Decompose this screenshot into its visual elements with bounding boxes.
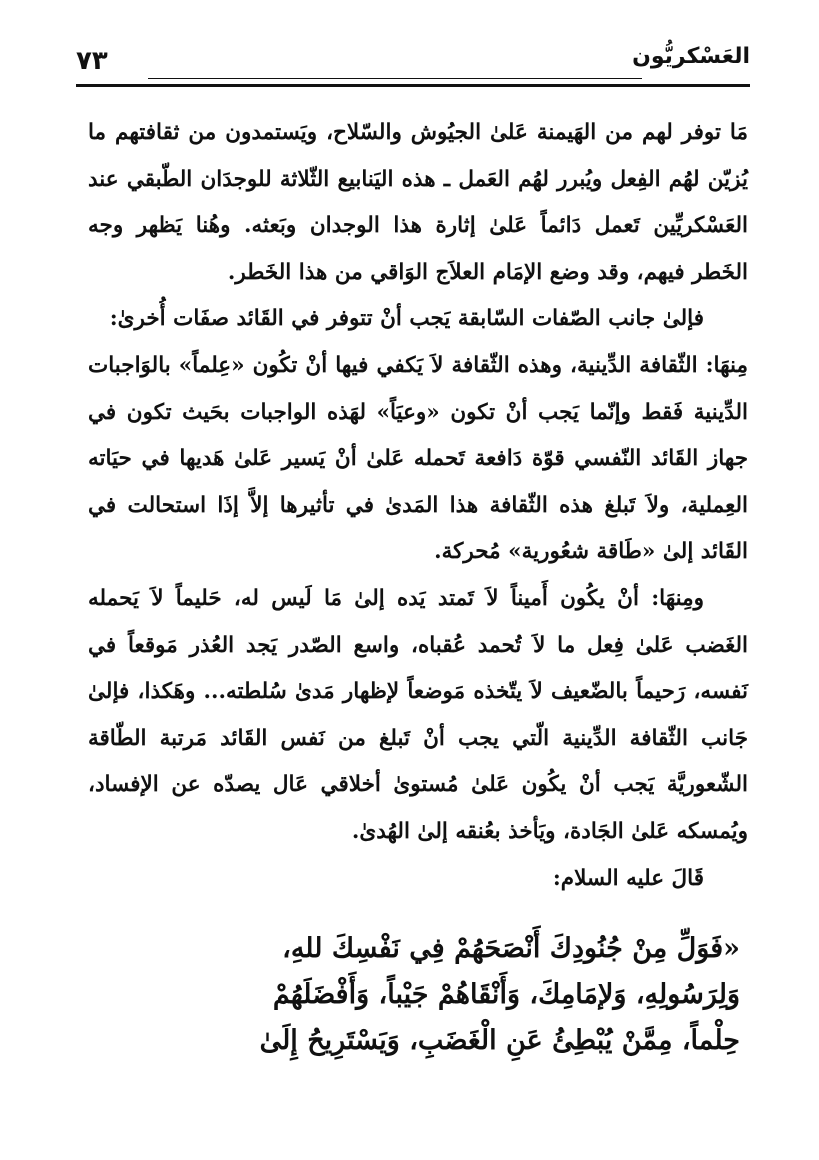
running-title: العَسْكريُّون [632, 44, 750, 69]
body-text [88, 110, 748, 902]
paragraph-3: مِنهَا: الثّقافة الدِّينية، وهذه الثّقافة لاَ يَكفي فيها أنْ تكُون «عِلماً» بالوَاجبات الدِّينية فَقط وإنّما يَجب أنْ تكون «وعيَاً» لهَذه الواجبات بحَيث تكون في جهاز القَائد النّفسي قوّة دَافعة تَحمله عَلىٰ أنْ يَسير عَلىٰ هَديها في حيَاته العِملية، ولاَ تَبلغ هذه الثّقافة هذا المَدىٰ في تأثيرها إلاَّ إذَا استحالت في القَائد إلىٰ «طَاقة شعُورية» مُحركة. [88, 352, 748, 565]
page-number: ٧٣ [76, 46, 108, 76]
header-rule-thin [148, 78, 642, 79]
quote-line-3: حِلْماً، مِمَّنْ يُبْطِئُ عَنِ الْغَضَبِ، وَيَسْتَرِيحُ إِلَىٰ [259, 1025, 740, 1056]
page-header [76, 40, 750, 92]
header-rule-thick [76, 84, 750, 87]
quote-introduction: قَالَ عليه السلام: [552, 865, 704, 891]
paragraph-1: مَا توفر لهم من الهَيمنة عَلىٰ الجيُوش والسّلاح، ويَستمدون من ثقافتهم ما يُزيّن لهُم الفِعل ويُبرر لهُم العَمل ـ هذه اليَنابيع الثّلاثة للوجدَان الطّبقي عند العَسْكريِّين تَعمل دَائماً عَلىٰ إثارة هذا الوجدان وبَعثه. وهُنا يَظهر وجه الخَطر فيهم، وقد وضع الإمَام العلاَج الوَاقي من هذا الخَطر. [88, 120, 748, 285]
quote-line-2: وَلِرَسُولِهِ، وَلإمَامِكَ، وَأَنْقَاهُمْ جَيْباً، وَأَفْضَلَهُمْ [272, 979, 740, 1010]
paragraph-2: فإلىٰ جانب الصّفات السّابقة يَجب أنْ تتوفر في القَائد صفَات أُخرىٰ: [109, 306, 704, 332]
quoted-text-block [150, 926, 740, 1064]
paragraph-4: ومِنهَا: أنْ يكُون أَميناً لاَ تَمتد يَده إلىٰ مَا لَيس له، حَليماً لاَ يَحمله الغَضب عَلىٰ فِعل ما لاَ تُحمد عُقباه، واسع الصّدر يَجد العُذر مَوقعاً في نَفسه، رَحيماً بالضّعيف لاَ يتّخذه مَوضعاً لإظهار مَدىٰ سُلطته... وهَكذا، فإلىٰ جَانب الثّقافة الدِّينية الّتي يجب أنْ تَبلغ من نَفس القَائد مَرتبة الطّاقة الشّعوريَّة يَجب أنْ يكُون عَلىٰ مُستوىٰ أخلاقي عَال يصدّه عن الإفساد، ويُمسكه عَلىٰ الجَادة، ويَأخذ بعُنقه إلىٰ الهُدىٰ. [88, 585, 748, 844]
quote-line-1: «فَوَلِّ مِنْ جُنُودِكَ أَنْصَحَهُمْ فِي نَفْسِكَ للهِ، [282, 933, 740, 964]
